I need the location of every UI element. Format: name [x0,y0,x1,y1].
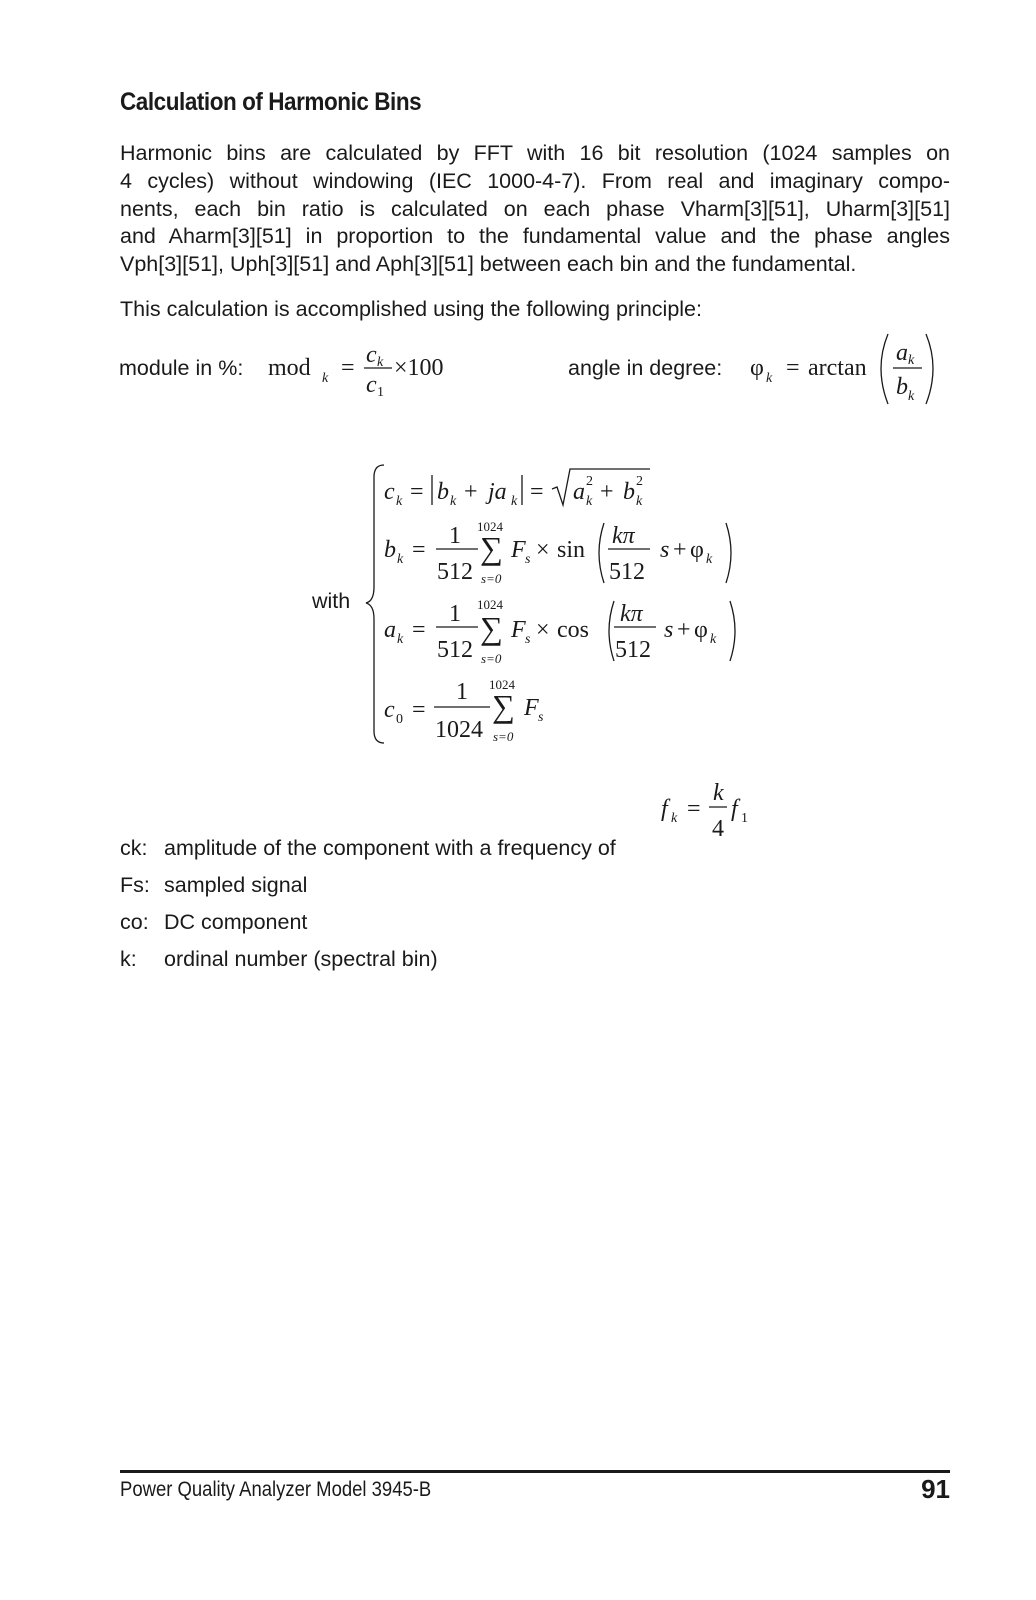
svg-text:=: = [412,617,426,643]
equals-sign: = [341,355,355,381]
svg-text:kπ: kπ [612,523,635,549]
svg-text:+: + [673,537,687,563]
svg-text:k: k [397,552,404,567]
svg-text:cos: cos [557,617,589,643]
c1-denominator: c [366,372,377,398]
svg-text:k: k [586,494,593,509]
intro-line-5: Vph[3][51], Uph[3][51] and Aph[3][51] between each bin and the fundamental. [120,252,857,277]
svg-text:2: 2 [586,474,593,489]
svg-text:c: c [384,697,395,723]
svg-text:×: × [536,537,550,563]
definition-term: ck: [120,836,148,860]
svg-text:∑: ∑ [492,688,515,724]
definition-text: ordinal number (spectral bin) [164,947,438,971]
svg-text:F: F [511,537,526,563]
svg-text:k: k [636,494,643,509]
intro-line-4: and Aharm[3][51] in proportion to the fundamental value and the phase angles [120,224,950,249]
svg-text:b: b [437,479,449,505]
definition-text: sampled signal [164,873,308,897]
svg-text:b: b [623,479,635,505]
left-paren [881,334,888,404]
svg-text:512: 512 [609,559,645,585]
svg-text:s: s [525,552,531,567]
svg-text:∑: ∑ [480,610,503,646]
frequency-formula [655,778,765,842]
right-paren [926,334,933,404]
svg-text:512: 512 [437,637,473,663]
c1-subscript: 1 [377,385,384,400]
svg-text:512: 512 [437,559,473,585]
svg-text:k: k [706,552,713,567]
definition-co [120,904,616,941]
definition-k [120,941,616,978]
definition-term: k: [120,947,137,971]
bk-subscript: k [908,389,915,404]
c0-equation [384,677,544,744]
bk-denominator: b [896,374,908,400]
ak-numerator: a [896,340,908,366]
svg-text:kπ: kπ [620,601,643,627]
svg-text:s=0: s=0 [493,729,514,744]
angle-equals: = [786,355,800,381]
svg-text:s: s [538,710,544,725]
svg-text:1: 1 [456,679,468,705]
footer-rule [120,1470,950,1473]
svg-text:s: s [664,617,674,643]
svg-text:φ: φ [694,617,708,643]
svg-text:×: × [536,617,550,643]
svg-text:=: = [412,697,426,723]
definition-text: DC component [164,910,308,934]
ck-equation [384,469,650,509]
svg-text:f: f [731,796,738,822]
svg-text:1024: 1024 [435,717,483,743]
svg-text:1: 1 [741,811,748,826]
ak-equation [384,597,735,666]
svg-text:1024: 1024 [477,597,503,612]
ck-subscript: k [377,355,384,370]
svg-text:s: s [660,537,670,563]
definition-text: amplitude of the component with a frequency of [164,836,616,860]
svg-text:=: = [412,537,426,563]
svg-text:b: b [384,537,396,563]
svg-text:1: 1 [449,601,461,627]
svg-text:s=0: s=0 [481,651,502,666]
svg-text:f: f [661,796,668,822]
system-brace [366,465,384,743]
svg-text:k: k [396,494,403,509]
svg-text:4: 4 [712,816,724,842]
intro-paragraph [120,140,950,279]
svg-text:a: a [384,617,396,643]
angle-label: angle in degree: [568,356,723,380]
svg-text:k: k [710,632,717,647]
definitions-list [120,830,616,978]
phi-symbol: φ [750,355,764,381]
svg-text:sin: sin [557,537,586,563]
bk-equation [384,519,731,586]
svg-text:k: k [397,632,404,647]
svg-text:s: s [525,632,531,647]
svg-text:=: = [687,796,701,822]
svg-text:1: 1 [449,523,461,549]
intro-line-2: 4 cycles) without windowing (IEC 1000-4-7). From real and imaginary compo- [120,168,950,193]
svg-text:+: + [600,479,614,505]
module-label: module in %: [119,356,244,380]
svg-text:k: k [671,811,678,826]
svg-text:∑: ∑ [480,530,503,566]
svg-text:s=0: s=0 [481,571,502,586]
phi-subscript-k: k [766,371,773,386]
svg-text:c: c [384,479,395,505]
definition-ck [120,830,616,867]
arctan-symbol: arctan [808,355,867,381]
svg-text:F: F [524,695,539,721]
mod-subscript-k: k [322,371,329,386]
section-title: Calculation of Harmonic Bins [120,88,422,116]
with-label: with [312,589,351,613]
principle-paragraph: This calculation is accomplished using the following principle: [120,297,702,321]
svg-text:k: k [713,780,724,806]
times-100: ×100 [394,355,444,381]
svg-text:2: 2 [636,474,643,489]
ck-numerator: c [366,342,377,368]
definition-term: co: [120,910,149,934]
svg-text:1024: 1024 [477,519,503,534]
svg-text:ja: ja [488,479,507,505]
svg-text:0: 0 [396,712,403,727]
svg-text:=: = [530,479,544,505]
module-angle-formulas [0,320,1036,420]
mod-symbol: mod [268,355,311,381]
svg-text:+: + [464,479,478,505]
svg-text:=: = [410,479,424,505]
intro-line-1: Harmonic bins are calculated by FFT with 16 bit resolution (1024 samples on [120,141,950,165]
svg-text:+: + [677,617,691,643]
equation-system [0,455,1036,755]
page-number: 91 [921,1474,950,1504]
svg-text:512: 512 [615,637,651,663]
ak-subscript: k [908,353,915,368]
svg-text:a: a [573,479,585,505]
svg-text:k: k [450,494,457,509]
svg-text:k: k [511,494,518,509]
footer-title: Power Quality Analyzer Model 3945-B [120,1478,432,1501]
definition-fs [120,867,616,904]
svg-text:F: F [511,617,526,643]
definition-term: Fs: [120,873,150,897]
intro-line-3: nents, each bin ratio is calculated on each phase Vharm[3][51], Uharm[3][51] [120,196,950,221]
svg-text:1024: 1024 [489,677,515,692]
svg-text:φ: φ [690,537,704,563]
